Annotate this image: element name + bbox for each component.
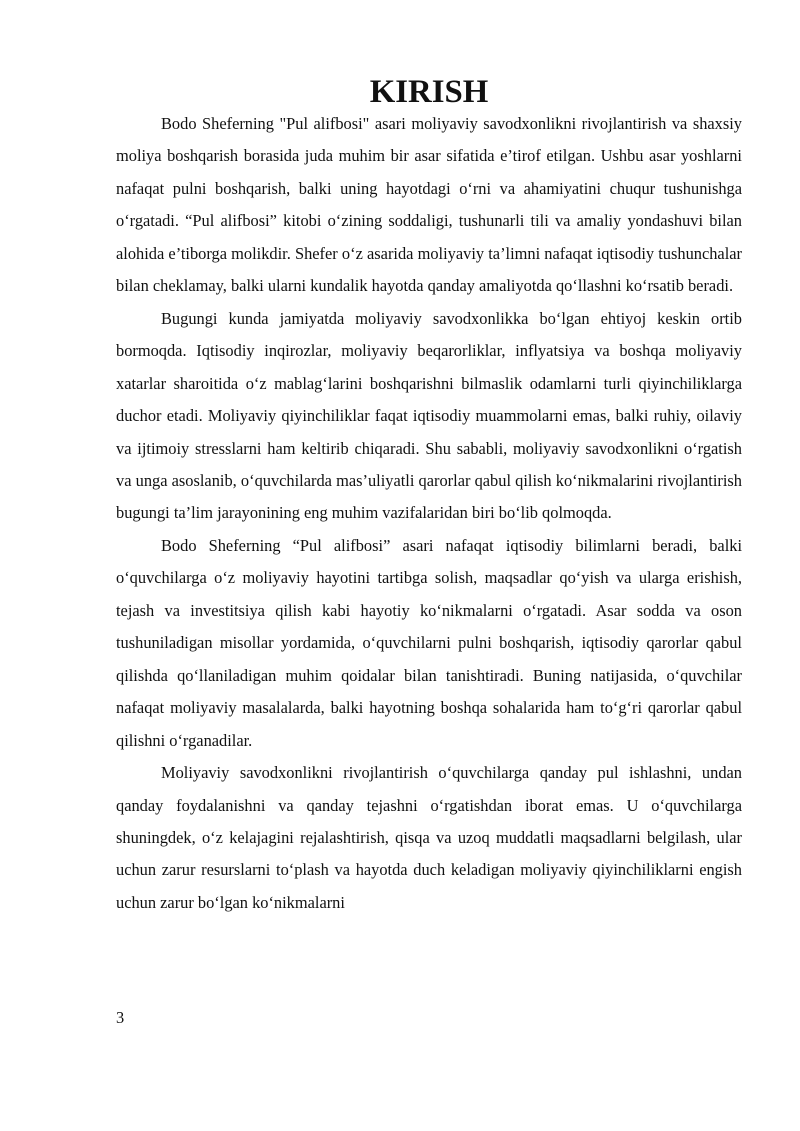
page-number: 3	[116, 1008, 125, 1027]
paragraph-1: Bodo Sheferning "Pul alifbosi" asari moliyaviy savodxonlikni rivojlantirish va shaxsiy moliya boshqarish borasida juda muhim bir asar sifatida e’tirof etilgan. Ushbu asar yoshlarni nafaqat pulni boshqarish, balki uning hayotdagi o‘rni va ahamiyatini chuqur tushunishga o‘rgatadi. “Pul alifbosi” kitobi o‘zining soddaligi, tushunarli tili va amaliy yondashuvi bilan alohida e’tiborga molikdir. Shefer o‘z asarida moliyaviy ta’limni nafaqat iqtisodiy tushunchalar bilan cheklamay, balki ularni kundalik hayotda qanday amaliyotda qo‘llashni ko‘rsatib beradi.	[116, 114, 742, 296]
paragraph-4: Moliyaviy savodxonlikni rivojlantirish o‘quvchilarga qanday pul ishlashni, undan qanday foydalanishni va qanday tejashni o‘rgatishdan iborat emas. U o‘quvchilarga shuningdek, o‘z kelajagini rejalashtirish, qisqa va uzoq muddatli maqsadlarni belgilash, ular uchun zarur resurslarni to‘plash va hayotda duch keladigan moliyaviy qiyinchiliklarni engish uchun zarur bo‘lgan ko‘nikmalarni	[116, 763, 742, 912]
page-title: KIRISH	[369, 74, 489, 110]
paragraph-2: Bugungi kunda jamiyatda moliyaviy savodxonlikka bo‘lgan ehtiyoj keskin ortib bormoqda. Iqtisodiy inqirozlar, moliyaviy beqarorliklar, inflyatsiya va boshqa moliyaviy xatarlar sharoitida o‘z mablag‘larini boshqarishni bilmaslik odamlarni turli qiyinchiliklarga duchor etadi. Moliyaviy qiyinchiliklar faqat iqtisodiy muammolarni emas, balki ruhiy, oilaviy va ijtimoiy stresslarni ham keltirib chiqaradi. Shu sababli, moliyaviy savodxonlikni o‘rgatish va unga asoslanib, o‘quvchilarda mas’uliyatli qarorlar qabul qilish ko‘nikmalarini rivojlantirish bugungi ta’lim jarayonining eng muhim vazifalaridan biri bo‘lib qolmoqda.	[116, 308, 742, 523]
page-body	[116, 76, 742, 919]
paragraph-3: Bodo Sheferning “Pul alifbosi” asari nafaqat iqtisodiy bilimlarni beradi, balki o‘quvchilarga o‘z moliyaviy hayotini tartibga solish, maqsadlar qo‘yish va ularga erishish, tejash va investitsiya qilish kabi hayotiy ko‘nikmalarni o‘rgatadi. Asar sodda va oson tushuniladigan misollar yordamida, o‘quvchilarni pulni boshqarish, iqtisodiy qarorlar qabul qilishda qo‘llaniladigan muhim qoidalar bilan tanishtiradi. Buning natijasida, o‘quvchilar nafaqat moliyaviy masalalarda, balki hayotning boshqa sohalarida ham to‘g‘ri qarorlar qabul qilishni o‘rganadilar.	[116, 535, 742, 750]
